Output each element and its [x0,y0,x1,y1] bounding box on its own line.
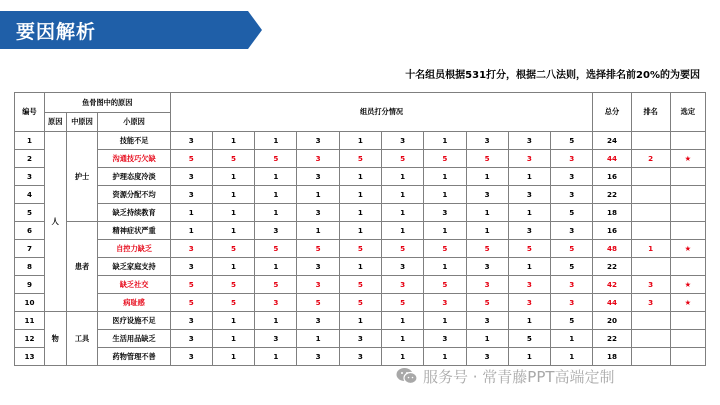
score-cell: 1 [424,132,466,150]
mid-cause-patient: 患者 [66,222,98,312]
score-cell: 1 [255,132,297,150]
score-cell: 1 [255,312,297,330]
score-cell: 3 [170,132,212,150]
row-number: 9 [15,276,45,294]
score-cell: 3 [170,258,212,276]
score-cell: 1 [381,330,423,348]
group-cell-wu: 物 [44,312,66,366]
score-cell: 5 [424,240,466,258]
rank-cell: 2 [631,150,670,168]
score-cell: 5 [551,132,593,150]
page-title: 要因解析 [16,21,97,43]
score-cell: 1 [339,204,381,222]
score-cell: 1 [255,186,297,204]
rank-cell [631,258,670,276]
score-cell: 5 [255,276,297,294]
score-cell: 5 [466,294,508,312]
rank-cell [631,330,670,348]
score-cell: 1 [381,312,423,330]
score-cell: 3 [508,294,550,312]
score-cell: 3 [170,186,212,204]
score-cell: 1 [424,348,466,366]
select-star [670,168,705,186]
table-row [15,168,706,186]
score-cell: 1 [255,168,297,186]
table-row [15,240,706,258]
score-cell: 5 [212,240,254,258]
total-score: 44 [593,294,631,312]
score-cell: 3 [466,258,508,276]
score-cell: 3 [297,204,339,222]
small-cause: 资源分配不均 [98,186,170,204]
rank-cell: 1 [631,240,670,258]
score-cell: 1 [212,168,254,186]
score-cell: 1 [212,348,254,366]
score-cell: 1 [551,330,593,348]
score-cell: 3 [339,330,381,348]
score-cell: 5 [508,240,550,258]
score-cell: 5 [551,258,593,276]
header-scores: 组员打分情况 [170,93,593,132]
subtitle: 十名组员根据531打分，根据二八法则，选择排名前20%的为要因 [405,70,700,81]
watermark-text: 服务号 · 常青藤PPT高端定制 [423,368,615,386]
mid-cause-nurse: 护士 [66,132,98,222]
score-cell: 3 [508,132,550,150]
score-cell: 3 [551,186,593,204]
score-cell: 5 [170,276,212,294]
score-cell: 3 [466,186,508,204]
small-cause: 生活用品缺乏 [98,330,170,348]
rank-cell [631,312,670,330]
select-star [670,222,705,240]
table-row [15,186,706,204]
score-cell: 1 [381,222,423,240]
score-cell: 5 [508,330,550,348]
row-number: 8 [15,258,45,276]
score-cell: 3 [339,348,381,366]
score-cell: 5 [466,150,508,168]
select-star [670,258,705,276]
score-cell: 3 [466,276,508,294]
score-cell: 1 [339,258,381,276]
header-mid: 中原因 [66,113,98,132]
score-cell: 1 [255,348,297,366]
score-cell: 5 [466,240,508,258]
rank-cell [631,132,670,150]
small-cause: 护理态度冷淡 [98,168,170,186]
score-cell: 1 [212,186,254,204]
row-number: 11 [15,312,45,330]
select-star [670,348,705,366]
score-cell: 3 [466,312,508,330]
score-cell: 3 [297,150,339,168]
score-cell: 3 [551,276,593,294]
score-cell: 5 [297,294,339,312]
select-star: ★ [670,294,705,312]
total-score: 16 [593,222,631,240]
header-total: 总分 [593,93,631,132]
small-cause: 缺乏社交 [98,276,170,294]
rank-cell [631,168,670,186]
total-score: 18 [593,348,631,366]
total-score: 22 [593,258,631,276]
rank-cell [631,348,670,366]
small-cause: 技能不足 [98,132,170,150]
score-cell: 3 [297,258,339,276]
table-row [15,204,706,222]
score-cell: 5 [170,150,212,168]
header-select: 选定 [670,93,705,132]
score-cell: 1 [508,168,550,186]
score-cell: 1 [255,258,297,276]
table-row [15,294,706,312]
wechat-icon [396,367,418,385]
score-cell: 1 [212,258,254,276]
score-cell: 5 [212,150,254,168]
score-cell: 1 [466,204,508,222]
score-cell: 3 [297,132,339,150]
score-cell: 1 [339,312,381,330]
score-cell: 5 [551,204,593,222]
score-cell: 1 [297,186,339,204]
total-score: 22 [593,330,631,348]
score-cell: 1 [339,186,381,204]
total-score: 22 [593,186,631,204]
group-cell-ren: 人 [44,132,66,312]
score-cell: 1 [212,312,254,330]
select-star: ★ [670,150,705,168]
small-cause: 缺乏持续教育 [98,204,170,222]
small-cause: 缺乏家庭支持 [98,258,170,276]
table-row [15,150,706,168]
score-cell: 5 [381,240,423,258]
score-cell: 1 [297,330,339,348]
select-star: ★ [670,276,705,294]
score-cell: 3 [508,222,550,240]
table-row [15,258,706,276]
score-cell: 3 [255,294,297,312]
score-cell: 3 [466,348,508,366]
row-number: 10 [15,294,45,312]
score-cell: 3 [508,276,550,294]
rank-cell [631,186,670,204]
score-cell: 5 [212,276,254,294]
header-no: 编号 [15,93,45,132]
row-number: 2 [15,150,45,168]
score-cell: 3 [297,348,339,366]
header-small: 小原因 [98,113,170,132]
score-cell: 1 [466,222,508,240]
score-cell: 3 [170,330,212,348]
score-cell: 1 [381,168,423,186]
score-cell: 5 [297,240,339,258]
rank-cell: 3 [631,276,670,294]
table-row [15,348,706,366]
score-cell: 5 [255,240,297,258]
cause-analysis-table [14,92,706,366]
score-cell: 5 [424,276,466,294]
small-cause: 病耻感 [98,294,170,312]
score-cell: 3 [551,150,593,168]
score-cell: 1 [170,222,212,240]
score-cell: 5 [381,294,423,312]
row-number: 6 [15,222,45,240]
table-row [15,312,706,330]
row-number: 3 [15,168,45,186]
score-cell: 3 [551,222,593,240]
score-cell: 1 [508,204,550,222]
score-cell: 1 [339,222,381,240]
rank-cell [631,222,670,240]
select-star [670,330,705,348]
table-row [15,276,706,294]
score-cell: 3 [297,168,339,186]
table-row [15,330,706,348]
small-cause: 自控力缺乏 [98,240,170,258]
score-cell: 5 [551,240,593,258]
score-cell: 5 [212,294,254,312]
score-cell: 3 [424,294,466,312]
row-number: 12 [15,330,45,348]
total-score: 20 [593,312,631,330]
total-score: 24 [593,132,631,150]
small-cause: 医疗设施不足 [98,312,170,330]
select-star: ★ [670,240,705,258]
score-cell: 1 [297,222,339,240]
score-cell: 3 [297,312,339,330]
score-cell: 3 [381,132,423,150]
score-cell: 3 [424,204,466,222]
mid-cause-tool: 工具 [66,312,98,366]
watermark [396,366,615,387]
score-cell: 1 [424,312,466,330]
score-cell: 1 [170,204,212,222]
score-cell: 3 [508,186,550,204]
score-cell: 5 [551,312,593,330]
row-number: 5 [15,204,45,222]
total-score: 44 [593,150,631,168]
select-star [670,186,705,204]
score-cell: 3 [297,276,339,294]
score-cell: 5 [255,150,297,168]
score-cell: 1 [381,186,423,204]
total-score: 16 [593,168,631,186]
score-cell: 3 [424,330,466,348]
score-cell: 3 [551,294,593,312]
score-cell: 5 [381,150,423,168]
table-row [15,132,706,150]
score-cell: 3 [551,168,593,186]
score-cell: 1 [508,258,550,276]
score-cell: 3 [381,276,423,294]
select-star [670,204,705,222]
score-cell: 1 [424,186,466,204]
score-cell: 1 [339,168,381,186]
score-cell: 3 [381,258,423,276]
total-score: 18 [593,204,631,222]
score-cell: 5 [339,276,381,294]
row-number: 4 [15,186,45,204]
score-cell: 1 [466,168,508,186]
header-row-1 [15,93,706,113]
score-cell: 1 [212,222,254,240]
score-cell: 1 [212,204,254,222]
score-cell: 1 [424,168,466,186]
row-number: 7 [15,240,45,258]
score-cell: 5 [339,150,381,168]
total-score: 42 [593,276,631,294]
small-cause: 沟通技巧欠缺 [98,150,170,168]
score-cell: 1 [212,330,254,348]
header-fishbone: 鱼骨图中的原因 [44,93,170,113]
select-star [670,132,705,150]
score-cell: 1 [424,222,466,240]
score-cell: 5 [424,150,466,168]
header-rank: 排名 [631,93,670,132]
score-cell: 3 [255,222,297,240]
score-cell: 1 [339,132,381,150]
score-cell: 1 [508,312,550,330]
row-number: 13 [15,348,45,366]
score-cell: 1 [381,204,423,222]
score-cell: 1 [466,330,508,348]
score-cell: 1 [255,204,297,222]
score-cell: 5 [339,240,381,258]
score-cell: 3 [170,348,212,366]
rank-cell [631,204,670,222]
small-cause: 精神症状严重 [98,222,170,240]
table-row [15,222,706,240]
total-score: 48 [593,240,631,258]
title-banner [0,11,262,49]
score-cell: 3 [170,312,212,330]
score-cell: 1 [212,132,254,150]
score-cell: 3 [170,168,212,186]
select-star [670,312,705,330]
score-cell: 1 [551,348,593,366]
score-cell: 3 [255,330,297,348]
small-cause: 药物管理不善 [98,348,170,366]
score-cell: 5 [339,294,381,312]
rank-cell: 3 [631,294,670,312]
score-cell: 3 [508,150,550,168]
score-cell: 5 [170,294,212,312]
score-cell: 3 [170,240,212,258]
score-cell: 1 [424,258,466,276]
score-cell: 3 [466,132,508,150]
header-cause: 原因 [44,113,66,132]
row-number: 1 [15,132,45,150]
score-cell: 1 [508,348,550,366]
score-cell: 1 [381,348,423,366]
